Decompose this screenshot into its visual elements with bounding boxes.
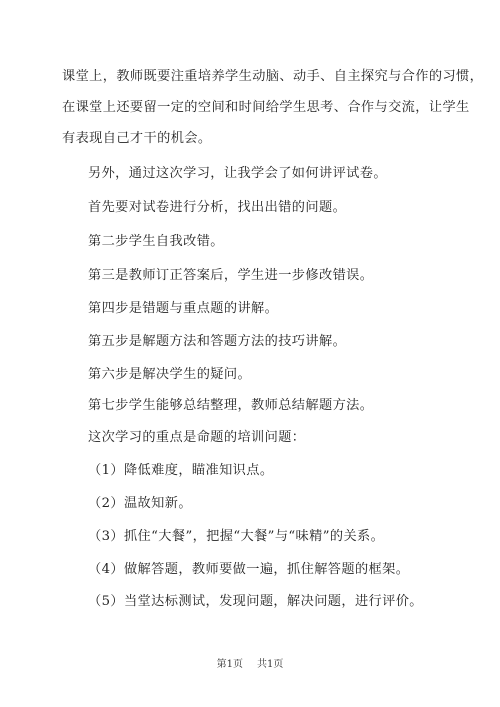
page-footer bbox=[0, 659, 500, 671]
paragraph-line: 第三是教师订正答案后，学生进一步修改错误。 bbox=[88, 268, 374, 283]
paragraph-line: 课堂上，教师既要注重培养学生动脑、动手、自主探究与合作的习惯， bbox=[62, 69, 484, 84]
list-item: （3）抓住“大餐”，把握“大餐”与“味精”的关系。 bbox=[88, 529, 385, 544]
list-item: （5）当堂达标测试，发现问题，解决问题，进行评价。 bbox=[88, 594, 423, 609]
paragraph-line: 第七步学生能够总结整理，教师总结解题方法。 bbox=[88, 398, 374, 413]
page-number: 第1页 bbox=[216, 659, 243, 670]
paragraph-line: 第六步是解决学生的疑问。 bbox=[88, 367, 252, 382]
paragraph-line: 第五步是解题方法和答题方法的技巧讲解。 bbox=[88, 334, 347, 349]
paragraph-line: 首先要对试卷进行分析，找出出错的问题。 bbox=[88, 200, 347, 215]
list-item: （4）做解答题，教师要做一遍，抓住解答题的框架。 bbox=[88, 562, 410, 577]
list-item: （2）温故知新。 bbox=[88, 496, 192, 511]
paragraph-line: 第二步学生自我改错。 bbox=[88, 234, 224, 249]
paragraph-line: 第四步是错题与重点题的讲解。 bbox=[88, 301, 279, 316]
list-item: （1）降低难度，瞄准知识点。 bbox=[88, 463, 274, 478]
page-total: 共1页 bbox=[257, 659, 284, 670]
paragraph-line: 在课堂上还要留一定的空间和时间给学生思考、合作与交流，让学生 bbox=[62, 100, 470, 115]
paragraph-line: 这次学习的重点是命题的培训问题： bbox=[88, 430, 306, 445]
paragraph-line: 有表现自己才干的机会。 bbox=[62, 131, 212, 146]
paragraph-line: 另外，通过这次学习，让我学会了如何讲评试卷。 bbox=[88, 166, 387, 181]
